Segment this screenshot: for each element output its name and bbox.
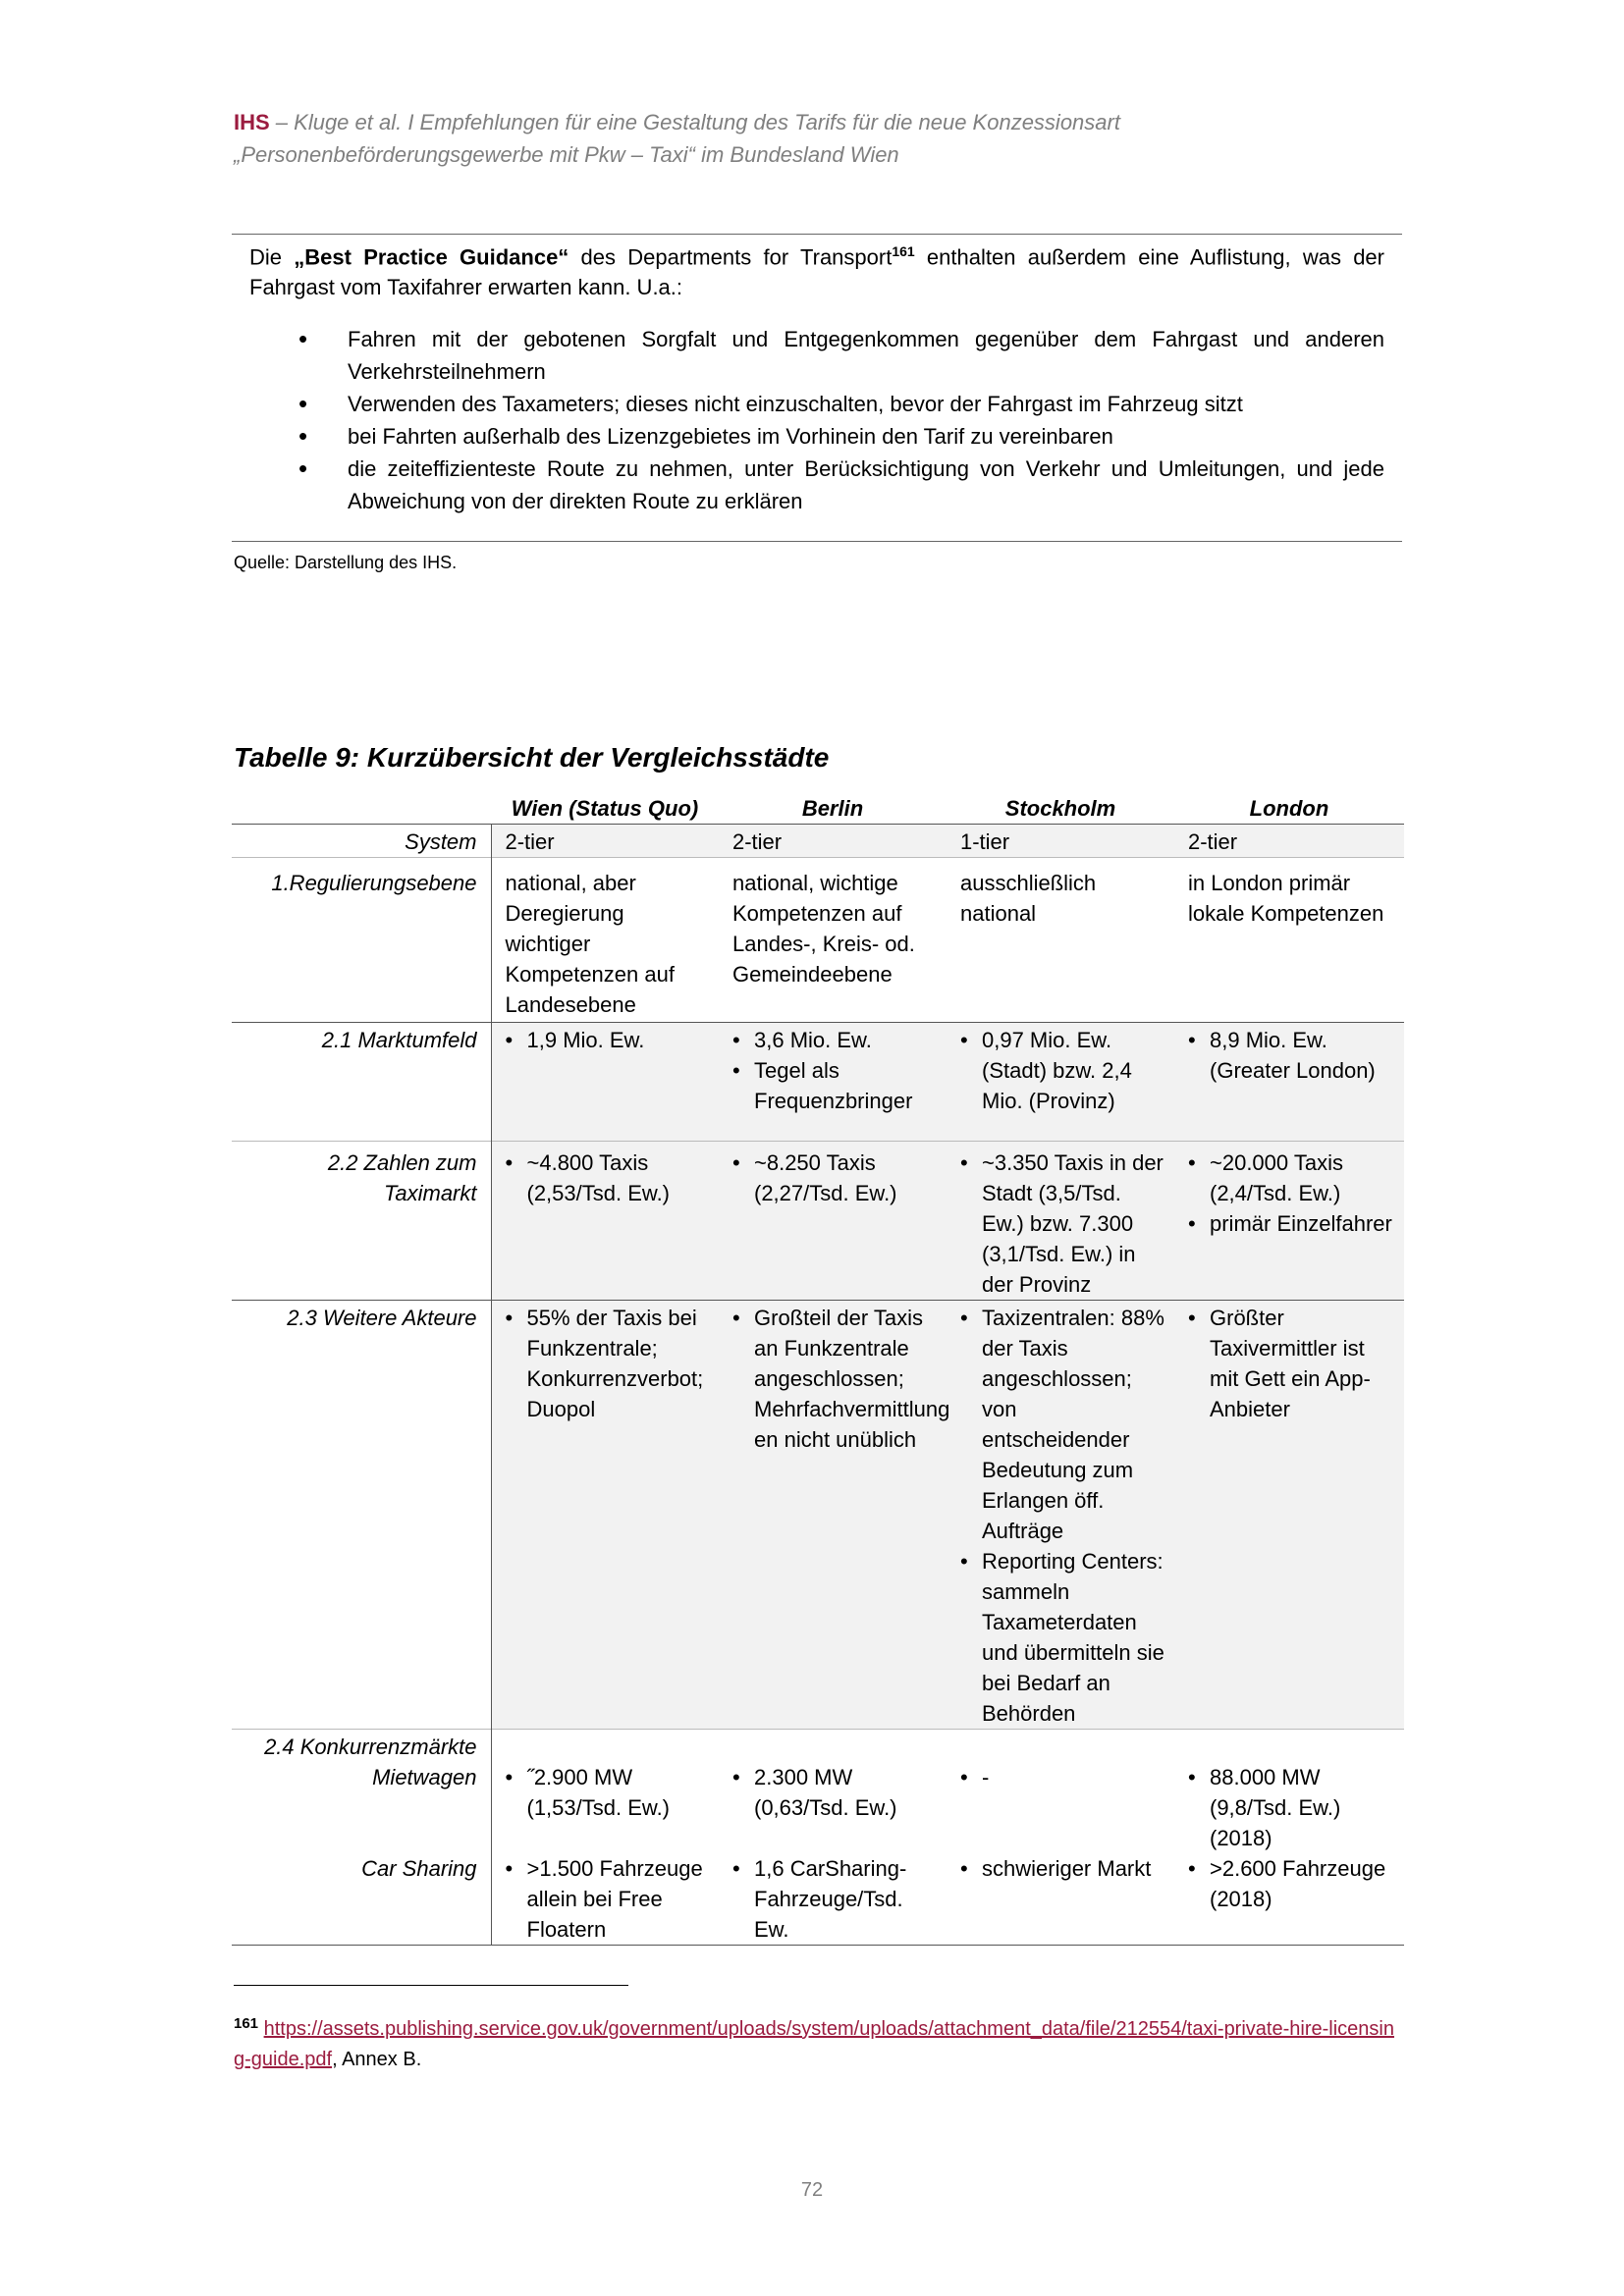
row-label: 2.1 Marktumfeld [232, 1023, 491, 1142]
list-item: • die zeiteffizienteste Route zu nehmen, unter Berücksichtigung von Verkehr und Umleitungen, und jede Abweichung von der direkten Route zu erklären [298, 453, 1384, 517]
footnote-rest: , Annex B. [332, 2049, 422, 2070]
table-cell [947, 1023, 1174, 1142]
list-item: • 8,9 Mio. Ew. (Greater London) [1188, 1025, 1396, 1086]
table-cell [947, 1301, 1174, 1730]
box-bullet-list [298, 323, 1384, 517]
footnote-link[interactable]: https://assets.publishing.service.gov.uk/government/uploads/system/uploads/attachment_data/file/212554/taxi-private-hire-licensing-guide.pdf [234, 2018, 1394, 2070]
list-item: • >2.600 Fahrzeuge (2018) [1188, 1853, 1396, 1914]
list-item: • primär Einzelfahrer [1188, 1208, 1396, 1239]
table-row-akteure [232, 1301, 1404, 1730]
table-cell [491, 1142, 719, 1301]
table-row-konkurrenz [232, 1730, 1404, 1946]
footnote-separator [234, 1985, 628, 1986]
table-cell [719, 1023, 947, 1142]
table-cell: 2-tier [491, 825, 719, 858]
page-number: 72 [800, 2179, 824, 2201]
list-item: • >1.500 Fahrzeuge allein bei Free Floatern [506, 1853, 712, 1945]
table-cell: 2-tier [719, 825, 947, 858]
table-cell [1174, 1142, 1404, 1301]
table-cell [491, 1301, 719, 1730]
running-header [234, 106, 1412, 171]
table-cell [719, 1301, 950, 1730]
list-item: • 1,9 Mio. Ew. [506, 1025, 712, 1055]
table-row-marktumfeld [232, 1023, 1404, 1142]
row-label [232, 1730, 491, 1946]
list-item: • - [960, 1762, 1166, 1792]
table-row-zahlen [232, 1142, 1404, 1301]
footnote-number: 161 [234, 2015, 259, 2032]
table-title: Tabelle 9: Kurzübersicht der Vergleichsstädte [234, 742, 830, 773]
list-item: • ˝2.900 MW (1,53/Tsd. Ew.) [506, 1762, 712, 1823]
table-cell [1174, 1023, 1404, 1142]
table-cell [719, 1730, 947, 1946]
list-item: • Reporting Centers: sammeln Taxameterdaten und übermitteln sie bei Bedarf an Behörden [960, 1546, 1166, 1729]
table-cell: ausschließlich national [947, 858, 1174, 1023]
list-item: • 88.000 MW (9,8/Tsd. Ew.) (2018) [1188, 1762, 1396, 1853]
column-header-london: London [1249, 796, 1329, 821]
table-header-row [232, 793, 1404, 825]
list-item: • Verwenden des Taxameters; dieses nicht einzuschalten, bevor der Fahrgast im Fahrzeug sitzt [298, 388, 1384, 420]
box-intro: Die „Best Practice Guidance“ des Departments for Transport$^{161}$ enthalten außerdem eine Auflistung, was der Fahrgast vom Taxifahrer erwarten kann. U.a.: [249, 243, 1384, 300]
list-item: • ~8.250 Taxis (2,27/Tsd. Ew.) [732, 1148, 939, 1208]
row-label-konkurrenz: 2.4 Konkurrenzmärkte [264, 1735, 477, 1759]
table-cell: national, aber Deregierung wichtiger Kompetenzen auf Landesebene [491, 858, 719, 1023]
list-item: • ~20.000 Taxis (2,4/Tsd. Ew.) [1188, 1148, 1396, 1208]
header-line1: – Kluge et al. I Empfehlungen für eine Gestaltung des Tarifs für die neue Konzessionsart [269, 110, 1120, 134]
row-label: 2.2 Zahlen zum Taximarkt [232, 1142, 491, 1301]
list-item: • Tegel als Frequenzbringer [732, 1055, 939, 1116]
column-header-stockholm: Stockholm [1004, 796, 1116, 821]
column-header-wien: Wien (Status Quo) [511, 796, 699, 821]
table-cell [719, 1142, 947, 1301]
list-item: • Großteil der Taxis an Funkzentrale angeschlossen; Mehrfachvermittlung en nicht unüblich [732, 1303, 939, 1455]
list-item: • 55% der Taxis bei Funkzentrale; Konkurrenzverbot; Duopol [506, 1303, 712, 1424]
list-item: • ~3.350 Taxis in der Stadt (3,5/Tsd. Ew.) bzw. 7.300 (3,1/Tsd. Ew.) in der Provinz [960, 1148, 1166, 1300]
source-note: Quelle: Darstellung des IHS. [234, 553, 458, 572]
list-item: • 0,97 Mio. Ew. (Stadt) bzw. 2,4 Mio. (Provinz) [960, 1025, 1166, 1116]
footnote-ref[interactable]: 161 [892, 243, 915, 259]
table-cell: national, wichtige Kompetenzen auf Landes-, Kreis- od. Gemeindeebene [719, 858, 947, 1023]
best-practice-box [232, 234, 1402, 542]
table-cell: in London primär lokale Kompetenzen [1174, 858, 1404, 1023]
list-item: • ~4.800 Taxis (2,53/Tsd. Ew.) [506, 1148, 712, 1208]
list-item: • 2.300 MW (0,63/Tsd. Ew.) [732, 1762, 939, 1823]
list-item: • Größter Taxivermittler ist mit Gett ein App-Anbieter [1188, 1303, 1396, 1424]
column-header-berlin: Berlin [801, 796, 864, 821]
table-cell: 1-tier [947, 825, 1174, 858]
list-item: • bei Fahrten außerhalb des Lizenzgebietes im Vorhinein den Tarif zu vereinbaren [298, 420, 1384, 453]
list-item: • schwieriger Markt [960, 1853, 1166, 1884]
footnote [234, 2014, 1404, 2075]
table-row-regulierung [232, 858, 1404, 1023]
list-item: • Taxizentralen: 88% der Taxis angeschlossen; von entscheidender Bedeutung zum Erlangen öff. Aufträge [960, 1303, 1166, 1546]
table-cell [1174, 1301, 1404, 1730]
header-line2: „Personenbeförderungsgewerbe mit Pkw – Taxi“ im Bundesland Wien [234, 142, 899, 167]
table-row-system [232, 825, 1404, 858]
header-brand: IHS [234, 110, 270, 134]
row-label: 2.3 Weitere Akteure [232, 1301, 491, 1730]
table-cell [491, 1023, 719, 1142]
row-label: 1.Regulierungsebene [232, 858, 491, 1023]
list-item: • 1,6 CarSharing-Fahrzeuge/Tsd. Ew. [732, 1853, 939, 1945]
list-item: • 3,6 Mio. Ew. [732, 1025, 939, 1055]
table-cell [947, 1730, 1174, 1946]
table-cell [491, 1730, 719, 1946]
table-cell: 2-tier [1174, 825, 1404, 858]
row-label-mietwagen: Mietwagen [372, 1765, 477, 1789]
table-cell [1174, 1730, 1404, 1946]
box-intro-bold: „Best Practice Guidance“ [294, 244, 569, 270]
comparison-table [232, 793, 1404, 1946]
row-label: System [232, 825, 491, 858]
row-label-carsharing: Car Sharing [361, 1856, 477, 1881]
list-item: • Fahren mit der gebotenen Sorgfalt und Entgegenkommen gegenüber dem Fahrgast und anderen Verkehrsteilnehmern [298, 323, 1384, 388]
table-cell [947, 1142, 1174, 1301]
